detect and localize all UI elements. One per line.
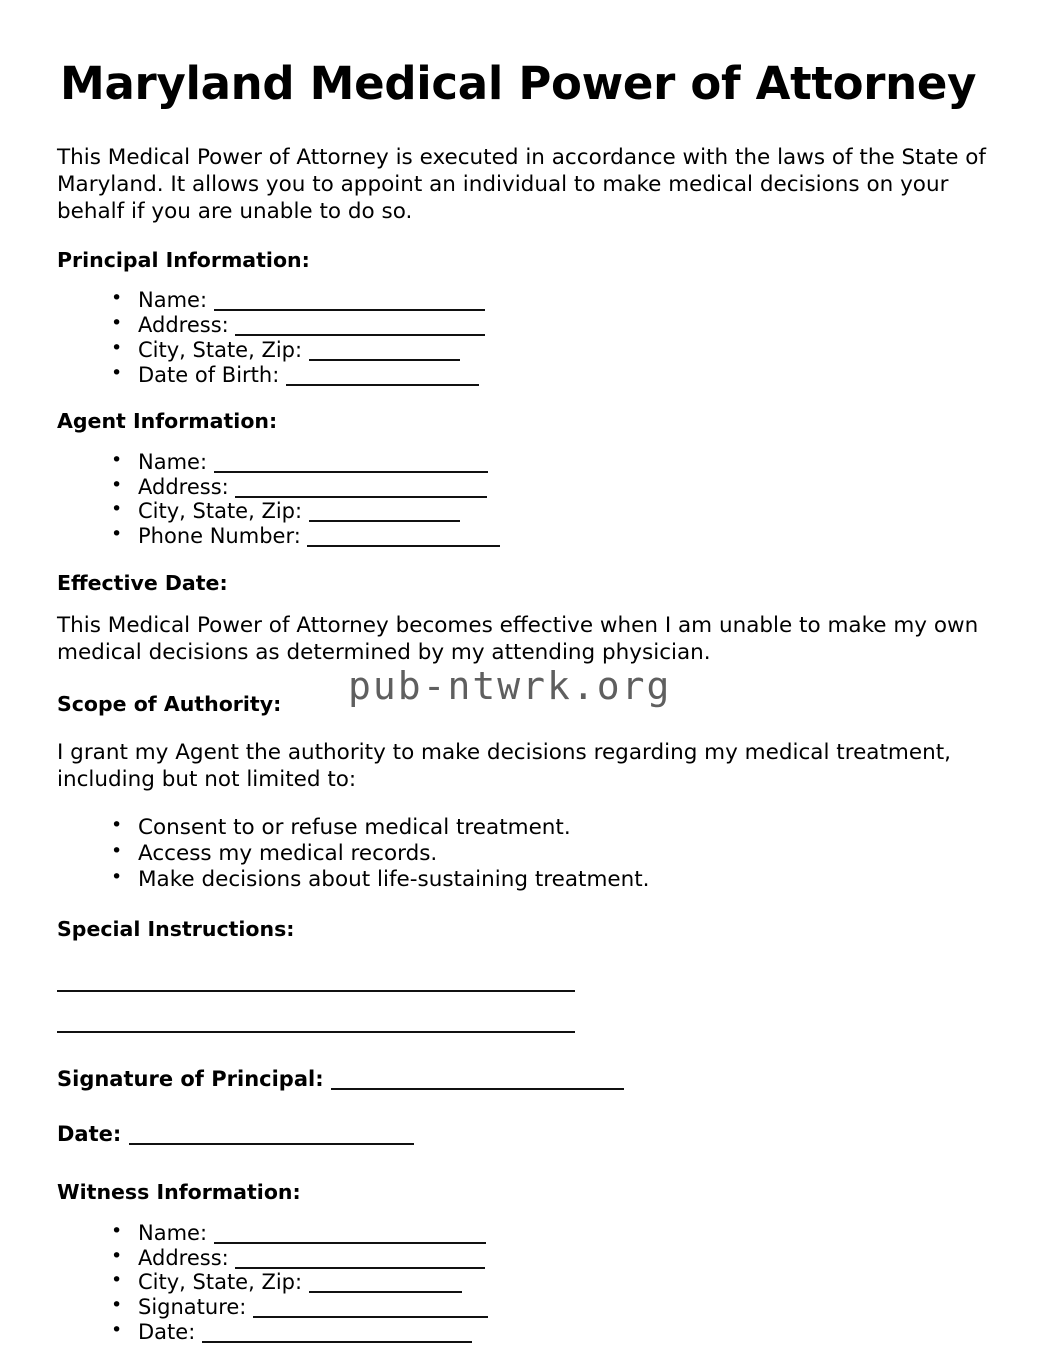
- field-label: Phone Number:: [138, 524, 301, 549]
- field-blank[interactable]: [235, 334, 485, 336]
- intro-paragraph: This Medical Power of Attorney is executed in accordance with the laws of the State of Maryland. It allows you to appoint an individual to make medical decisions on your behalf if you are unable to do so.: [57, 144, 986, 225]
- field-blank[interactable]: [214, 1242, 486, 1244]
- list-item: [111, 1221, 1000, 1246]
- list-item: [111, 450, 1000, 475]
- field-label: Address:: [138, 313, 229, 337]
- list-item: [111, 499, 1000, 524]
- list-item: [111, 1295, 1000, 1320]
- field-label: Name:: [138, 1220, 208, 1245]
- field-blank[interactable]: [214, 471, 488, 473]
- principal-date-label: Date:: [57, 1122, 122, 1147]
- page-title: Maryland Medical Power of Attorney: [60, 57, 977, 110]
- field-label: Name:: [138, 288, 208, 313]
- field-label: Signature:: [138, 1295, 247, 1320]
- special-instructions-blank-line-1[interactable]: [57, 990, 575, 992]
- witness-information-fields: [57, 1221, 1000, 1345]
- list-item: [111, 1270, 1000, 1295]
- field-label: City, State, Zip:: [138, 1270, 303, 1295]
- field-blank[interactable]: [214, 309, 485, 311]
- agent-information-heading: Agent Information:: [57, 409, 278, 434]
- list-item: [111, 363, 1000, 388]
- signature-of-principal-blank[interactable]: [331, 1088, 624, 1090]
- list-item: • Make decisions about life-sustaining treatment.: [111, 867, 1000, 893]
- effective-date-heading: Effective Date:: [57, 570, 228, 595]
- field-blank[interactable]: [309, 520, 460, 522]
- principal-date-blank[interactable]: [129, 1143, 414, 1145]
- field-label: City, State, Zip:: [138, 337, 303, 362]
- principal-date-row: [57, 1122, 1000, 1147]
- site-watermark: pub-ntwrk.org: [348, 664, 672, 708]
- field-label: Address:: [138, 1245, 229, 1270]
- field-blank[interactable]: [309, 1291, 462, 1293]
- field-blank[interactable]: [307, 545, 500, 547]
- signature-of-principal-label: Signature of Principal:: [57, 1066, 324, 1091]
- list-item: [111, 338, 1000, 363]
- field-blank[interactable]: [309, 359, 460, 361]
- list-item: [111, 288, 1000, 313]
- field-label: Name:: [138, 449, 208, 474]
- field-blank[interactable]: [286, 384, 479, 386]
- witness-information-heading: Witness Information:: [57, 1180, 301, 1205]
- effective-date-paragraph: This Medical Power of Attorney becomes effective when I am unable to make my own medical decisions as determined by my attending physician.: [57, 612, 979, 665]
- scope-of-authority-heading: Scope of Authority:: [57, 692, 282, 717]
- list-item: [111, 1320, 1000, 1345]
- field-label: Date:: [138, 1319, 196, 1344]
- scope-of-authority-list: [57, 815, 1000, 893]
- field-label: Date of Birth:: [138, 362, 280, 387]
- special-instructions-blank-line-2[interactable]: [57, 1031, 575, 1033]
- scope-of-authority-paragraph: I grant my Agent the authority to make decisions regarding my medical treatment, including but not limited to:: [57, 739, 951, 793]
- field-blank[interactable]: [235, 496, 487, 498]
- list-item: [111, 1246, 1000, 1271]
- list-item: • Consent to or refuse medical treatment.: [111, 815, 1000, 841]
- field-blank[interactable]: [235, 1267, 485, 1269]
- list-item: [111, 313, 1000, 338]
- list-item: [111, 524, 1000, 549]
- principal-information-heading: Principal Information:: [57, 247, 310, 272]
- field-blank[interactable]: [253, 1316, 488, 1318]
- principal-information-fields: [57, 288, 1000, 387]
- list-item: [111, 475, 1000, 500]
- field-label: Address:: [138, 474, 229, 499]
- field-label: City, State, Zip:: [138, 499, 303, 524]
- list-item: • Access my medical records.: [111, 841, 1000, 867]
- agent-information-fields: [57, 450, 1000, 549]
- field-blank[interactable]: [202, 1341, 472, 1343]
- signature-of-principal-row: [57, 1067, 1000, 1092]
- special-instructions-heading: Special Instructions:: [57, 917, 295, 942]
